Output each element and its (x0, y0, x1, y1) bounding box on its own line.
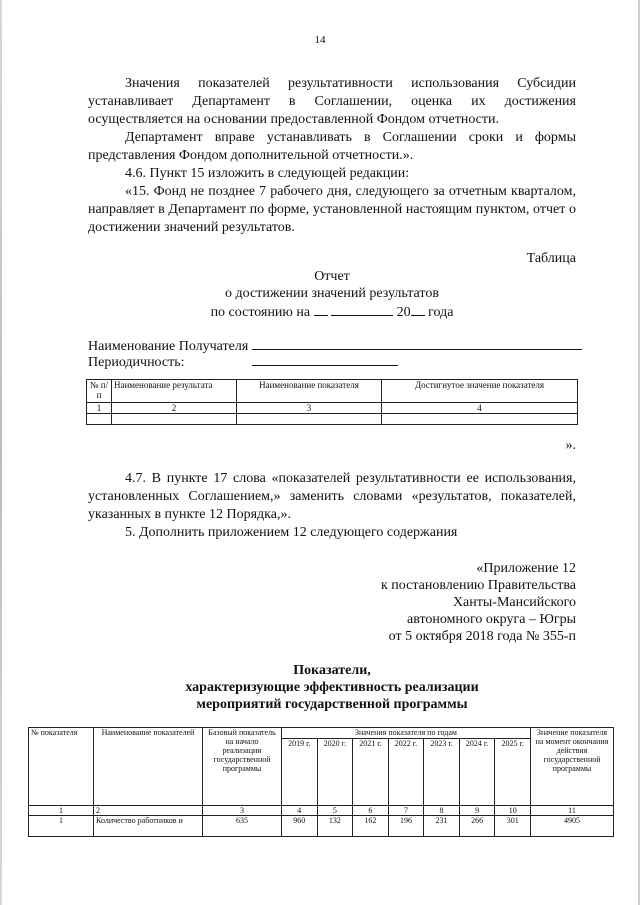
col-number: 5 (317, 806, 353, 816)
date-prefix: по состоянию на (210, 305, 311, 320)
row-num: 1 (29, 816, 94, 837)
col-number: 8 (424, 806, 460, 816)
paragraph-4-7: 4.7. В пункте 17 слова «показателей результативности ее использования, установленных Соглашением,» заменить словами «результатов, показателей, указанных в пункте 12 Порядка,». (88, 471, 576, 522)
paragraph-5: 5. Дополнить приложением 12 следующего содержания (125, 525, 458, 540)
col-number: 11 (531, 806, 614, 816)
header-base: Базовый показатель на начало реализации государственной программы (203, 728, 282, 806)
report-table-header (87, 380, 578, 403)
row-value: 196 (388, 816, 424, 837)
col-number: 7 (388, 806, 424, 816)
header-num: № показателя (29, 728, 94, 806)
report-table-empty-row (87, 414, 578, 425)
row-name: Количество работников и (94, 816, 203, 837)
closing-quote: ». (565, 438, 576, 453)
col-number: 1 (29, 806, 94, 816)
indicators-title-1: Показатели, (293, 663, 371, 678)
num-cell: 3 (237, 403, 382, 414)
recipient-blank (252, 336, 582, 350)
paragraph-department-rights: Департамент вправе устанавливать в Соглашении сроки и формы представления Фондом дополнительной отчетности.». (88, 130, 576, 163)
year-header: 2025 г. (495, 739, 531, 806)
col-number: 10 (495, 806, 531, 816)
row-value: 231 (424, 816, 460, 837)
year-header: 2020 г. (317, 739, 353, 806)
month-blank (331, 302, 393, 316)
periodicity-label: Периодичность: (88, 355, 185, 370)
header-name: Наименование показателей (94, 728, 203, 806)
year-header: 2023 г. (424, 739, 460, 806)
col-number: 9 (459, 806, 495, 816)
day-blank (314, 302, 328, 316)
indicators-table (28, 727, 614, 837)
num-cell: 2 (112, 403, 237, 414)
date-suffix: года (428, 305, 454, 320)
report-subtitle: о достижении значений результатов (225, 286, 439, 301)
col-header-result: Наименование результата (112, 380, 237, 403)
row-value: 266 (459, 816, 495, 837)
periodicity-line (88, 352, 398, 372)
year-blank (411, 302, 425, 316)
col-header-value: Достигнутое значение показателя (382, 380, 578, 403)
col-number: 4 (282, 806, 318, 816)
header-years-group: Значения показателя по годам (282, 728, 531, 739)
num-cell: 1 (87, 403, 112, 414)
table-label: Таблица (526, 251, 576, 266)
page-number: 14 (314, 34, 326, 46)
indicators-title-3: мероприятий государственной программы (196, 697, 468, 712)
row-value: 960 (282, 816, 318, 837)
row-final: 4905 (531, 816, 614, 837)
report-table-numbering (87, 403, 578, 414)
row-value: 301 (495, 816, 531, 837)
scan-edge-left (0, 0, 2, 905)
row-value: 162 (353, 816, 389, 837)
date-year: 20 (396, 305, 411, 320)
header-final: Значение показателя на момент окончания действия государственной программы (531, 728, 614, 806)
indicators-header-row-1 (29, 728, 614, 739)
periodicity-blank (252, 352, 398, 366)
paragraph-4-6: 4.6. Пункт 15 изложить в следующей редакции: (125, 166, 410, 181)
num-cell: 4 (382, 403, 578, 414)
report-date-line (88, 302, 576, 322)
report-title: Отчет (314, 269, 350, 284)
appendix-line-2: к постановлению Правительства (380, 578, 576, 593)
appendix-line-1: «Приложение 12 (476, 561, 576, 576)
indicators-title-2: характеризующие эффективность реализации (185, 680, 479, 695)
paragraph-subsidy-values: Значения показателей результативности использования Субсидии устанавливает Департамент в Соглашении, оценка их достижения осуществляется на основании предоставленной Фондом отчетности. (88, 76, 576, 127)
recipient-label: Наименование Получателя (88, 339, 249, 354)
appendix-line-5: от 5 октября 2018 года № 355-п (388, 629, 576, 644)
row-value: 132 (317, 816, 353, 837)
col-number: 3 (203, 806, 282, 816)
col-number: 6 (353, 806, 389, 816)
col-header-num: № п/п (87, 380, 112, 403)
year-header: 2021 г. (353, 739, 389, 806)
col-header-indicator: Наименование показателя (237, 380, 382, 403)
appendix-line-4: автономного округа – Югры (407, 612, 576, 627)
year-header: 2019 г. (282, 739, 318, 806)
year-header: 2024 г. (459, 739, 495, 806)
report-table (86, 379, 578, 425)
year-header: 2022 г. (388, 739, 424, 806)
appendix-line-3: Ханты-Мансийского (452, 595, 576, 610)
table-row (29, 816, 614, 837)
row-base: 635 (203, 816, 282, 837)
indicators-numbering-row (29, 806, 614, 816)
col-number: 2 (94, 806, 203, 816)
paragraph-15-text: «15. Фонд не позднее 7 рабочего дня, следующего за отчетным кварталом, направляет в Департамент по форме, установленной настоящим пунктом, отчет о достижении значений результатов. (88, 184, 576, 235)
